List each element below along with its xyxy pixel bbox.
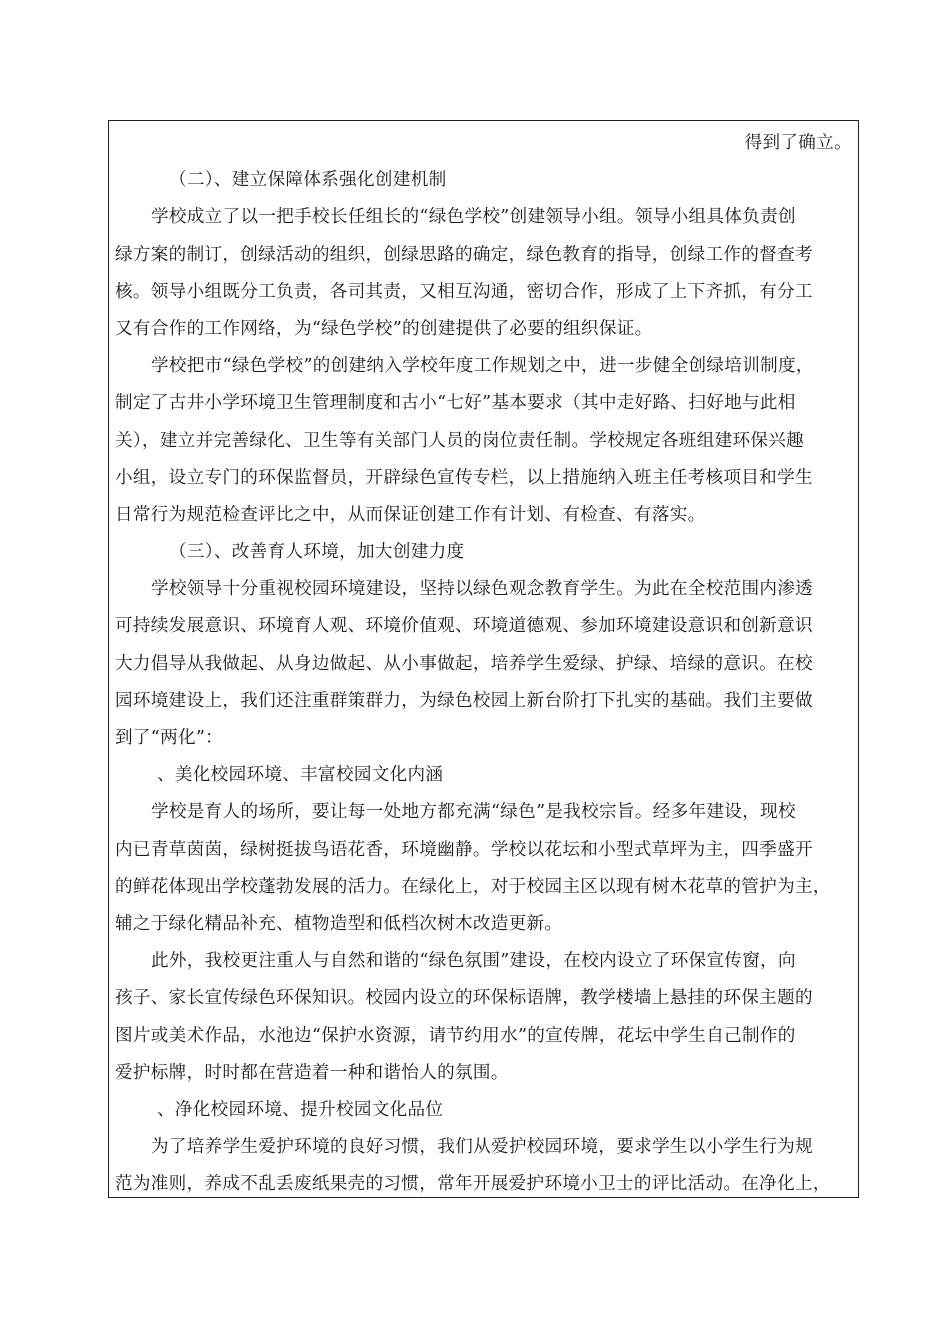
text-line: 辅之于绿化精品补充、植物造型和低档次树木改造更新。 [115, 913, 563, 934]
text-line: 绿方案的制订，创绿活动的组织，创绿思路的确定，绿色教育的指导，创绿工作的督查考 [115, 244, 813, 265]
text-line: 制定了古井小学环境卫生管理制度和古小“七好”基本要求（其中走好路、扫好地与此相 [115, 393, 796, 414]
text-line: 、净化校园环境、提升校园文化品位 [157, 1099, 444, 1120]
text-line: （三）、改善育人环境，加大创建力度 [169, 542, 465, 563]
text-line: 、美化校园环境、丰富校园文化内涵 [157, 765, 444, 786]
text-line: 内已青草茵茵，绿树挺拔鸟语花香，环境幽静。学校以花坛和小型式草坪为主，四季盛开 [115, 839, 813, 860]
document-frame [108, 120, 859, 1198]
text-line: 学校领导十分重视校园环境建设，坚持以绿色观念教育学生。为此在全校范围内渗透 [151, 579, 814, 600]
text-line: 爱护标牌，时时都在营造着一种和谐怡人的氛围。 [115, 1062, 509, 1083]
text-line: 日常行为规范检查评比之中，从而保证创建工作有计划、有检查、有落实。 [115, 504, 706, 525]
text-line: 可持续发展意识、环境育人观、环境价值观、环境道德观、参加环境建设意识和创新意识 [115, 616, 813, 637]
text-line: 学校把市“绿色学校”的创建纳入学校年度工作规划之中，进一步健全创绿培训制度， [151, 356, 814, 377]
text-line: 关），建立并完善绿化、卫生等有关部门人员的岗位责任制。学校规定各班组建环保兴趣 [115, 430, 805, 451]
text-line: 孩子、家长宣传绿色环保知识。校园内设立的环保标语牌，教学楼墙上悬挂的环保主题的 [115, 988, 813, 1009]
text-line: 图片或美术作品，水池边“保护水资源，请节约用水”的宣传牌，花坛中学生自己制作的 [115, 1025, 796, 1046]
text-line: 到了“两化”： [115, 728, 224, 748]
text-line: （二）、建立保障体系强化创建机制 [169, 170, 447, 191]
text-line: 大力倡导从我做起、从身边做起、从小事做起，培养学生爱绿、护绿、培绿的意识。在校 [115, 653, 813, 674]
text-line: 得到了确立。 [744, 133, 852, 153]
text-line: 小组，设立专门的环保监督员，开辟绿色宣传专栏，以上措施纳入班主任考核项目和学生 [115, 467, 813, 488]
text-line: 园环境建设上，我们还注重群策群力，为绿色校园上新台阶打下扎实的基础。我们主要做 [115, 690, 813, 711]
text-line: 的鲜花体现出学校蓬勃发展的活力。在绿化上，对于校园主区以现有树木花草的管护为主， [115, 876, 831, 897]
text-line: 范为准则，养成不乱丢废纸果壳的习惯，常年开展爱护环境小卫士的评比活动。在净化上， [115, 1174, 831, 1195]
text-line: 为了培养学生爱护环境的良好习惯，我们从爱护校园环境，要求学生以小学生行为规 [151, 1137, 814, 1158]
text-line: 此外，我校更注重人与自然和谐的“绿色氛围”建设，在校内设立了环保宣传窗，向 [151, 951, 796, 972]
document-body [115, 125, 858, 1203]
text-line: 核。领导小组既分工负责，各司其责，又相互沟通，密切合作，形成了上下齐抓，有分工 [115, 281, 813, 302]
text-line: 学校是育人的场所，要让每一处地方都充满“绿色”是我校宗旨。经多年建设，现校 [151, 802, 796, 823]
text-line: 又有合作的工作网络，为“绿色学校”的创建提供了必要的组织保证。 [115, 318, 653, 339]
text-line: 学校成立了以一把手校长任组长的“绿色学校”创建领导小组。领导小组具体负责创 [151, 207, 796, 228]
